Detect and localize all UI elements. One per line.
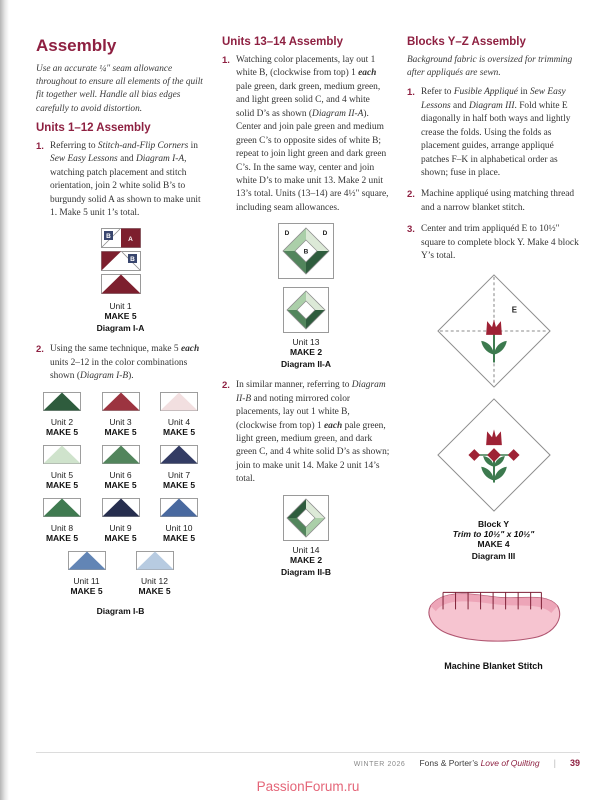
- heading-units-1-12: Units 1–12 Assembly: [36, 121, 151, 134]
- diagram-iii-figure: [407, 272, 580, 561]
- unit-name: Unit 14: [292, 544, 320, 555]
- step-text: Using the same technique, make 5 each units 2–12 in the color combinations shown (Diagram I-B).: [50, 344, 200, 382]
- diagram-iib-figure: [222, 495, 390, 577]
- step-text: Refer to Fusible Appliqué in Sew Easy Lessons and Diagram III. Fold white E diagonally in half both ways and lightly crease the folds. Using the folds as placement guides, arrange appliqué patches F–K in alphabetical order as shown; fuse in place.: [421, 87, 571, 178]
- diagram-ib-grid: [36, 392, 205, 616]
- grid-row: [36, 551, 205, 596]
- patch-letter-e: E: [511, 304, 517, 314]
- step-number: 2.: [407, 189, 415, 201]
- unit-name: Unit 11: [73, 575, 100, 586]
- diagram-label: Diagram I-A: [96, 323, 145, 334]
- unit-name: Unit 6: [109, 469, 132, 480]
- unit-make: MAKE 5: [162, 532, 196, 543]
- unit-1-construction: [101, 228, 141, 294]
- blanket-stitch-caption: Machine Blanket Stitch: [444, 660, 543, 671]
- step-1: [36, 140, 205, 221]
- unit-1-step-b-diagram: [101, 251, 141, 271]
- heading-blocks-yz: Blocks Y–Z Assembly: [407, 36, 526, 48]
- unit-make: MAKE 5: [45, 532, 79, 543]
- unit-cell: [36, 445, 88, 490]
- unit-cell: [61, 551, 113, 596]
- unit-make: MAKE 5: [104, 532, 137, 543]
- diagram-ia-figure: [36, 228, 205, 333]
- patch-letter-b: B: [129, 256, 135, 264]
- unit-cell: [95, 445, 147, 490]
- unit-make: MAKE 5: [104, 479, 137, 490]
- column-middle: [222, 36, 390, 681]
- unit-13-finished-diagram: [283, 287, 329, 333]
- diagram-label: Diagram I-B: [96, 605, 145, 616]
- block-y-finished-diagram: [434, 396, 554, 514]
- unit-make: MAKE 2: [289, 554, 323, 565]
- column-right: [407, 36, 580, 681]
- page-footer: [36, 752, 580, 768]
- step-number: 2.: [222, 380, 230, 392]
- block-y-placement-diagram: [434, 272, 554, 390]
- step-1: [222, 54, 390, 215]
- page-number: 39: [569, 758, 580, 768]
- unit-swatch: [43, 498, 81, 517]
- step-text: Referring to Stitch-and-Flip Corners in Sew Easy Lessons and Diagram I-A, watching patch placement and stitch orientation, join 2 white solid B’s to burgundy solid A as shown to make unit 1. Make 5 unit 1’s total.: [50, 140, 201, 218]
- unit-make: MAKE 5: [45, 479, 79, 490]
- intro-note: Background fabric is oversized for trimming after appliqués are sewn.: [407, 55, 573, 79]
- unit-name: Unit 9: [109, 522, 132, 533]
- scan-edge: [0, 0, 9, 800]
- unit-1-step-a-diagram: [101, 228, 141, 248]
- unit-name: Unit 12: [141, 575, 168, 586]
- unit-make: MAKE 5: [104, 311, 137, 322]
- grid-row: [36, 445, 205, 490]
- unit-name: Unit 7: [167, 469, 191, 480]
- step-text: Machine appliqué using matching thread and a narrow blanket stitch.: [421, 189, 575, 213]
- unit-cell: [153, 392, 205, 437]
- unit-name: Unit 3: [109, 416, 132, 427]
- magazine-title: [419, 758, 539, 768]
- diagram-label: Diagram II-A: [280, 359, 332, 370]
- patch-letter-b: B: [303, 248, 309, 256]
- unit-swatch: [160, 392, 198, 411]
- diagram-label: Diagram III: [471, 550, 516, 561]
- diagram-iia-figure: [222, 223, 390, 369]
- step-text: Watching color placements, lay out 1 white B, (clockwise from top) 1 each pale green, dark green, medium green, and light green solid C, and 4 white solid D’s as shown (Diagram II-A). Center and join pale green and medium green C’s to opposite sides of white B; repeat to join light green and dark green C’s. In the same way, center and join white D’s to make unit 13. Make 2 unit 13’s total. Units (13–14) are 4½" square, including seam allowances.: [236, 55, 389, 213]
- unit-name: Unit 13: [292, 337, 320, 348]
- patch-letter-a: A: [127, 236, 133, 244]
- blanket-stitch-figure: [407, 579, 580, 671]
- unit-swatch: [160, 498, 198, 517]
- unit-make: MAKE 5: [162, 426, 196, 437]
- unit-swatch: [102, 498, 140, 517]
- block-name: Block Y: [477, 518, 510, 529]
- issue-label: WINTER 2026: [353, 761, 406, 768]
- unit-cell: [95, 498, 147, 543]
- blanket-stitch-illustration: [418, 579, 570, 655]
- step-2: [36, 343, 205, 383]
- unit-name: Unit 2: [50, 416, 74, 427]
- page-title: Assembly: [36, 36, 117, 55]
- unit-swatch: [68, 551, 106, 570]
- step-number: 2.: [36, 344, 44, 356]
- step-number: 3.: [407, 224, 415, 236]
- step-2: [407, 188, 580, 215]
- step-3: [407, 223, 580, 263]
- unit-1-finished-diagram: [101, 274, 141, 294]
- unit-make: MAKE 5: [104, 426, 137, 437]
- magazine-name: Love of Quilting: [480, 758, 540, 768]
- unit-make: MAKE 5: [138, 585, 171, 596]
- step-text: Center and trim appliquéd E to 10½" square to complete block Y. Make 4 block Y’s total.: [421, 224, 579, 262]
- footer-divider: |: [553, 758, 556, 768]
- unit-swatch: [43, 445, 81, 464]
- site-watermark: PassionForum.ru: [256, 779, 360, 794]
- page-content: [36, 36, 580, 681]
- unit-name: Unit 8: [50, 522, 74, 533]
- unit-13-construction-diagram: [278, 223, 334, 279]
- magazine-prefix: Fons & Porter’s: [419, 758, 479, 768]
- unit-cell: [153, 445, 205, 490]
- grid-row: [36, 392, 205, 437]
- diagram-label: Diagram II-B: [280, 566, 332, 577]
- unit-swatch: [160, 445, 198, 464]
- patch-letter-d: D: [284, 230, 290, 238]
- unit-swatch: [43, 392, 81, 411]
- unit-14-finished-diagram: [283, 495, 329, 541]
- unit-cell: [153, 498, 205, 543]
- unit-make: MAKE 5: [45, 426, 79, 437]
- grid-row: [36, 498, 205, 543]
- unit-make: MAKE 2: [289, 347, 323, 358]
- block-make: MAKE 4: [477, 538, 510, 549]
- step-2: [222, 379, 390, 487]
- patch-letter-b: B: [105, 233, 111, 241]
- unit-name: Unit 10: [165, 522, 193, 533]
- unit-make: MAKE 5: [70, 585, 103, 596]
- unit-name: Unit 4: [167, 416, 191, 427]
- unit-make: MAKE 5: [162, 479, 196, 490]
- unit-cell: [36, 392, 88, 437]
- unit-cell: [129, 551, 181, 596]
- block-trim-note: Trim to 10½" x 10½": [452, 528, 535, 539]
- unit-swatch: [102, 445, 140, 464]
- unit-name: Unit 5: [50, 469, 74, 480]
- step-number: 1.: [36, 140, 44, 152]
- heading-units-13-14: Units 13–14 Assembly: [222, 36, 344, 48]
- unit-swatch: [136, 551, 174, 570]
- intro-note: Use an accurate ¼" seam allowance throughout to ensure all elements of the quilt fit together well. Handle all bias edges carefully to avoid distortion.: [36, 64, 203, 114]
- step-1: [407, 86, 580, 180]
- unit-cell: [36, 498, 88, 543]
- unit-swatch: [102, 392, 140, 411]
- step-number: 1.: [222, 55, 230, 66]
- unit-cell: [95, 392, 147, 437]
- patch-letter-d: D: [322, 230, 328, 238]
- unit-name: Unit 1: [109, 301, 132, 312]
- column-left: [36, 36, 205, 681]
- step-number: 1.: [407, 87, 415, 99]
- step-text: In similar manner, referring to Diagram II-B and noting mirrored color placements, lay out 1 white B, (clockwise from top) 1 each pale green, light green, medium green, and dark green C, and 4 white solid D’s as shown; join to make unit 14. Make 2 unit 14’s total.: [236, 380, 390, 485]
